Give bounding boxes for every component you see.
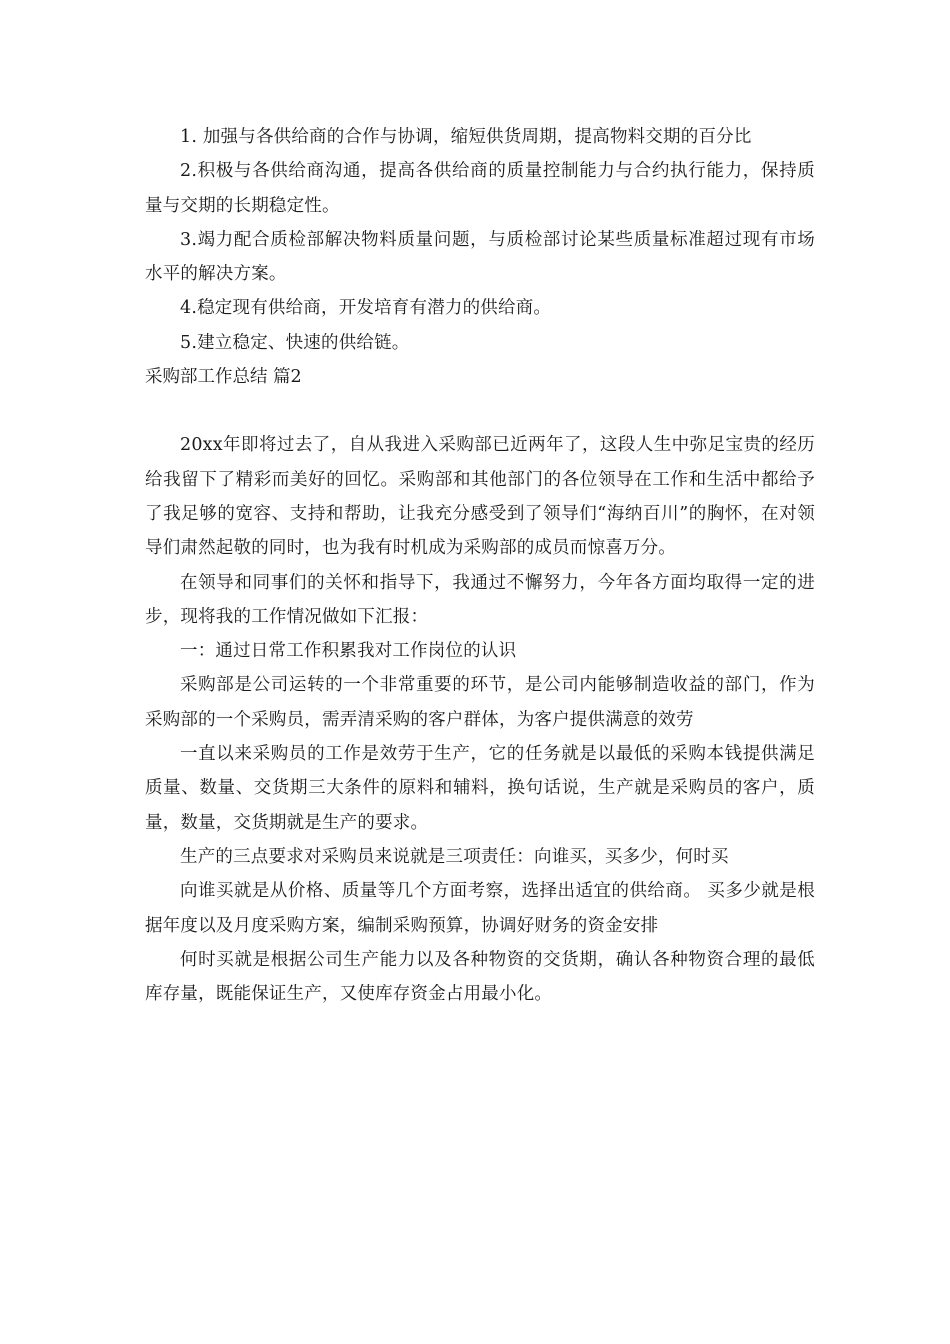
paragraph-three-duties: 生产的三点要求对采购员来说就是三项责任：向谁买，买多少，何时买 [180, 846, 729, 867]
document-body [145, 120, 815, 1011]
paragraph-intro: 20xx年即将过去了，自从我进入采购部已近两年了，这段人生中弥足宝贵的经历给我留下了精彩而美好的回忆。采购部和其他部门的各位领导在工作和生活中都给予了我足够的宽容、支持和帮助，让我充分感受到了领导们“海纳百川”的胸怀，在对领导们肃然起敬的同时，也为我有时机成为采购部的成员而惊喜万分。 [145, 435, 815, 559]
list-item-3: 3.竭力配合质检部解决物料质量问题，与质检部讨论某些质量标准超过现有市场水平的解决方案。 [145, 229, 815, 285]
list-item-4: 4.稳定现有供给商，开发培育有潜力的供给商。 [180, 298, 552, 319]
paragraph-whom-how-much: 向谁买就是从价格、质量等几个方面考察，选择出适宜的供给商。 买多少就是根据年度以及月度采购方案，编制采购预算，协调好财务的资金安排 [145, 881, 815, 936]
paragraph-report: 在领导和同事们的关怀和指导下，我通过不懈努力，今年各方面均取得一定的进步，现将我的工作情况做如下汇报： [145, 572, 815, 627]
list-item-1: 1. 加强与各供给商的合作与协调，缩短供货周期，提高物料交期的百分比 [180, 127, 752, 147]
paragraph-task: 一直以来采购员的工作是效劳于生产，它的任务就是以最低的采购本钱提供满足质量、数量、交货期三大条件的原料和辅料，换句话说，生产就是采购员的客户，质量，数量，交货期就是生产的要求。 [145, 744, 815, 833]
section-heading: 采购部工作总结 篇2 [145, 367, 302, 388]
blank-line [145, 394, 815, 428]
paragraph-when: 何时买就是根据公司生产能力以及各种物资的交货期，确认各种物资合理的最低库存量，既能保证生产，又使库存资金占用最小化。 [145, 949, 815, 1005]
list-item-5: 5.建立稳定、快速的供给链。 [180, 332, 410, 353]
subheading-one: 一：通过日常工作积累我对工作岗位的认识 [180, 641, 517, 662]
paragraph-role: 采购部是公司运转的一个非常重要的环节，是公司内能够制造收益的部门，作为采购部的一个采购员，需弄清采购的客户群体，为客户提供满意的效劳 [145, 675, 815, 730]
list-item-2: 2.积极与各供给商沟通，提高各供给商的质量控制能力与合约执行能力，保持质量与交期的长期稳定性。 [145, 161, 815, 216]
